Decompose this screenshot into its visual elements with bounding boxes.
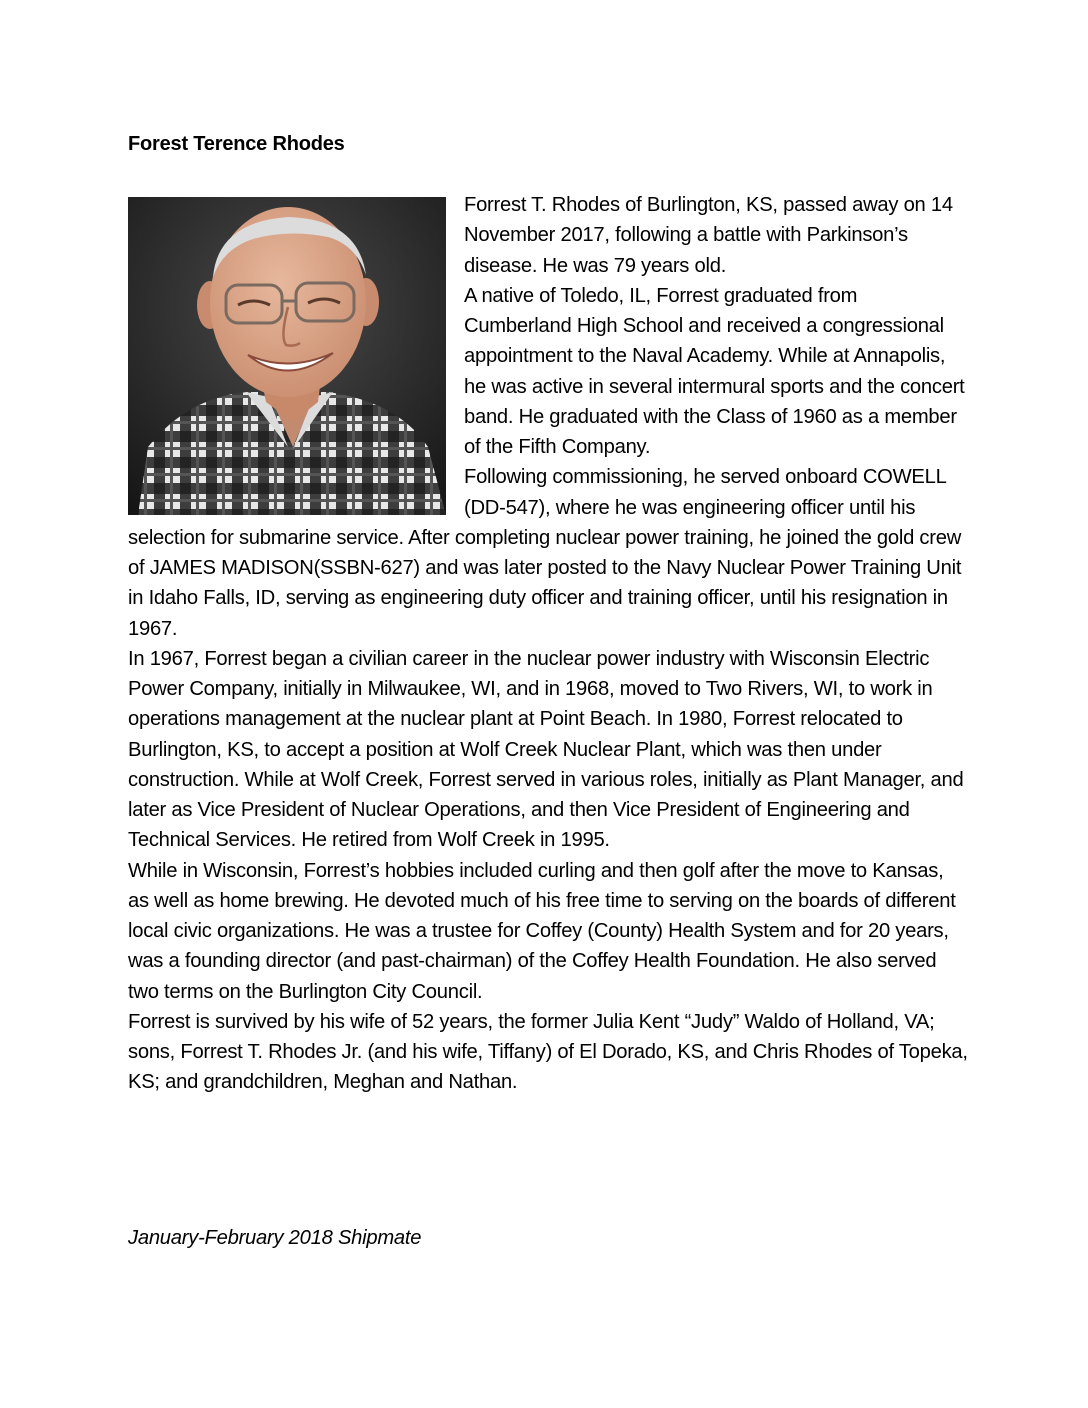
- photo-spacer: [128, 190, 464, 520]
- paragraph-survivors: Forrest is survived by his wife of 52 years, the former Julia Kent “Judy” Waldo of Holland, VA; sons, Forrest T. Rhodes Jr. (and his wife, Tiffany) of El Dorado, KS, and Chris Rhodes of Topeka, KS; and grandchildren, Meghan and Nathan.: [128, 1010, 968, 1094]
- paragraph-education: A native of Toledo, IL, Forrest graduated from Cumberland High School and received a congressional appointment to the Naval Academy. While at Annapolis, he was active in several intermural sports and the concert band. He graduated with the Class of 1960 as a member of the Fifth Company.: [464, 284, 965, 458]
- paragraph-navy-career: Following commissioning, he served onboard COWELL (DD-547), where he was engineering officer until his selection for submarine service. After completing nuclear power training, he joined the gold crew of JAMES MADISON(SSBN-627) and was later posted to the Navy Nuclear Power Training Unit in Idaho Falls, ID, serving as engineering duty officer and training officer, until his resignation in 1967.: [128, 466, 962, 640]
- paragraph-intro: Forrest T. Rhodes of Burlington, KS, passed away on 14 November 2017, following a battle with Parkinson’s disease. He was 79 years old.: [464, 194, 953, 277]
- source-citation: January-February 2018 Shipmate: [128, 1227, 422, 1249]
- page-title: Forest Terence Rhodes: [128, 133, 345, 155]
- paragraph-hobbies: While in Wisconsin, Forrest’s hobbies included curling and then golf after the move to Kansas, as well as home brewing. He devoted much of his free time to serving on the boards of different local civic organizations. He was a trustee for Coffey (County) Health System and for 20 years, was a founding director (and past-chairman) of the Coffey Health Foundation. He also served two terms on the Burlington City Council.: [128, 859, 956, 1003]
- obituary-body: [128, 190, 968, 1098]
- paragraph-civilian-career: In 1967, Forrest began a civilian career in the nuclear power industry with Wisconsin Electric Power Company, initially in Milwaukee, WI, and in 1968, moved to Two Rivers, WI, to work in operations management at the nuclear plant at Point Beach. In 1980, Forrest relocated to Burlington, KS, to accept a position at Wolf Creek Nuclear Plant, which was then under construction. While at Wolf Creek, Forrest served in various roles, initially as Plant Manager, and later as Vice President of Nuclear Operations, and then Vice President of Engineering and Technical Services. He retired from Wolf Creek in 1995.: [128, 647, 964, 852]
